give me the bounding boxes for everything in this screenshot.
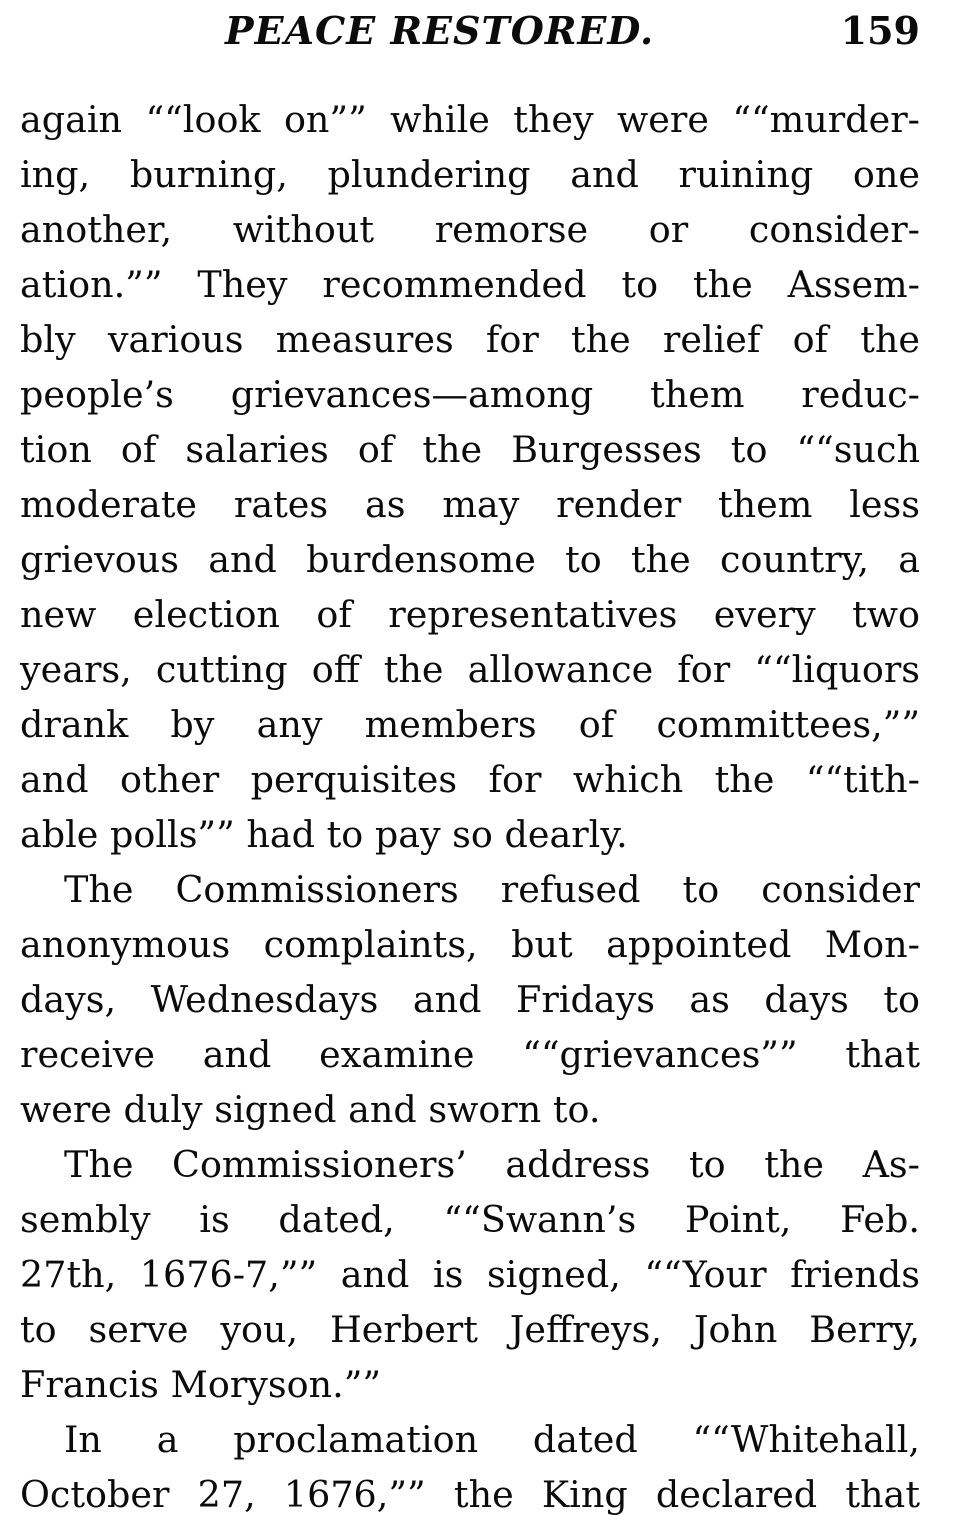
text-line: 27th, 1676-7,”” and is signed, ““Your friends [20,1253,920,1296]
page-number: 159 [840,8,920,53]
body-text [20,92,920,1522]
text-line: receive and examine ““grievances”” that [20,1033,920,1076]
text-line: anonymous complaints, but appointed Mon- [20,923,920,966]
book-page [20,0,920,1533]
text-line: October 27, 1676,”” the King declared that [20,1473,920,1516]
text-line: moderate rates as may render them less [20,483,920,526]
paragraph [20,92,920,862]
text-line: ation.”” They recommended to the Assem- [20,263,920,306]
running-title: PEACE RESTORED. [225,8,655,53]
text-line: again ““look on”” while they were ““murder- [20,98,920,141]
text-line: grievous and burdensome to the country, a [20,538,920,581]
text-line: sembly is dated, ““Swann’s Point, Feb. [20,1198,920,1241]
running-head [20,0,920,70]
text-line: days, Wednesdays and Fridays as days to [20,978,920,1021]
text-line: were duly signed and sworn to. [20,1088,601,1131]
text-line: to serve you, Herbert Jeffreys, John Berry, [20,1308,920,1351]
text-line: people’s grievances—among them reduc- [20,373,920,416]
text-line: In a proclamation dated ““Whitehall, [64,1418,920,1461]
text-line: drank by any members of committees,”” [20,703,920,746]
text-line: tion of salaries of the Burgesses to ““such [20,428,920,471]
paragraph [20,1412,920,1522]
paragraph [20,862,920,1137]
text-line: and other perquisites for which the ““tith- [20,758,920,801]
paragraph [20,1137,920,1412]
text-line: new election of representatives every two [20,593,920,636]
text-line: ing, burning, plundering and ruining one [20,153,920,196]
text-line: years, cutting off the allowance for ““liquors [20,648,920,691]
text-line: able polls”” had to pay so dearly. [20,813,628,856]
text-line: The Commissioners refused to consider [64,868,920,911]
text-line: The Commissioners’ address to the As- [64,1143,920,1186]
text-line: another, without remorse or consider- [20,208,920,251]
text-line: Francis Moryson.”” [20,1363,382,1406]
text-line: bly various measures for the relief of the [20,318,920,361]
